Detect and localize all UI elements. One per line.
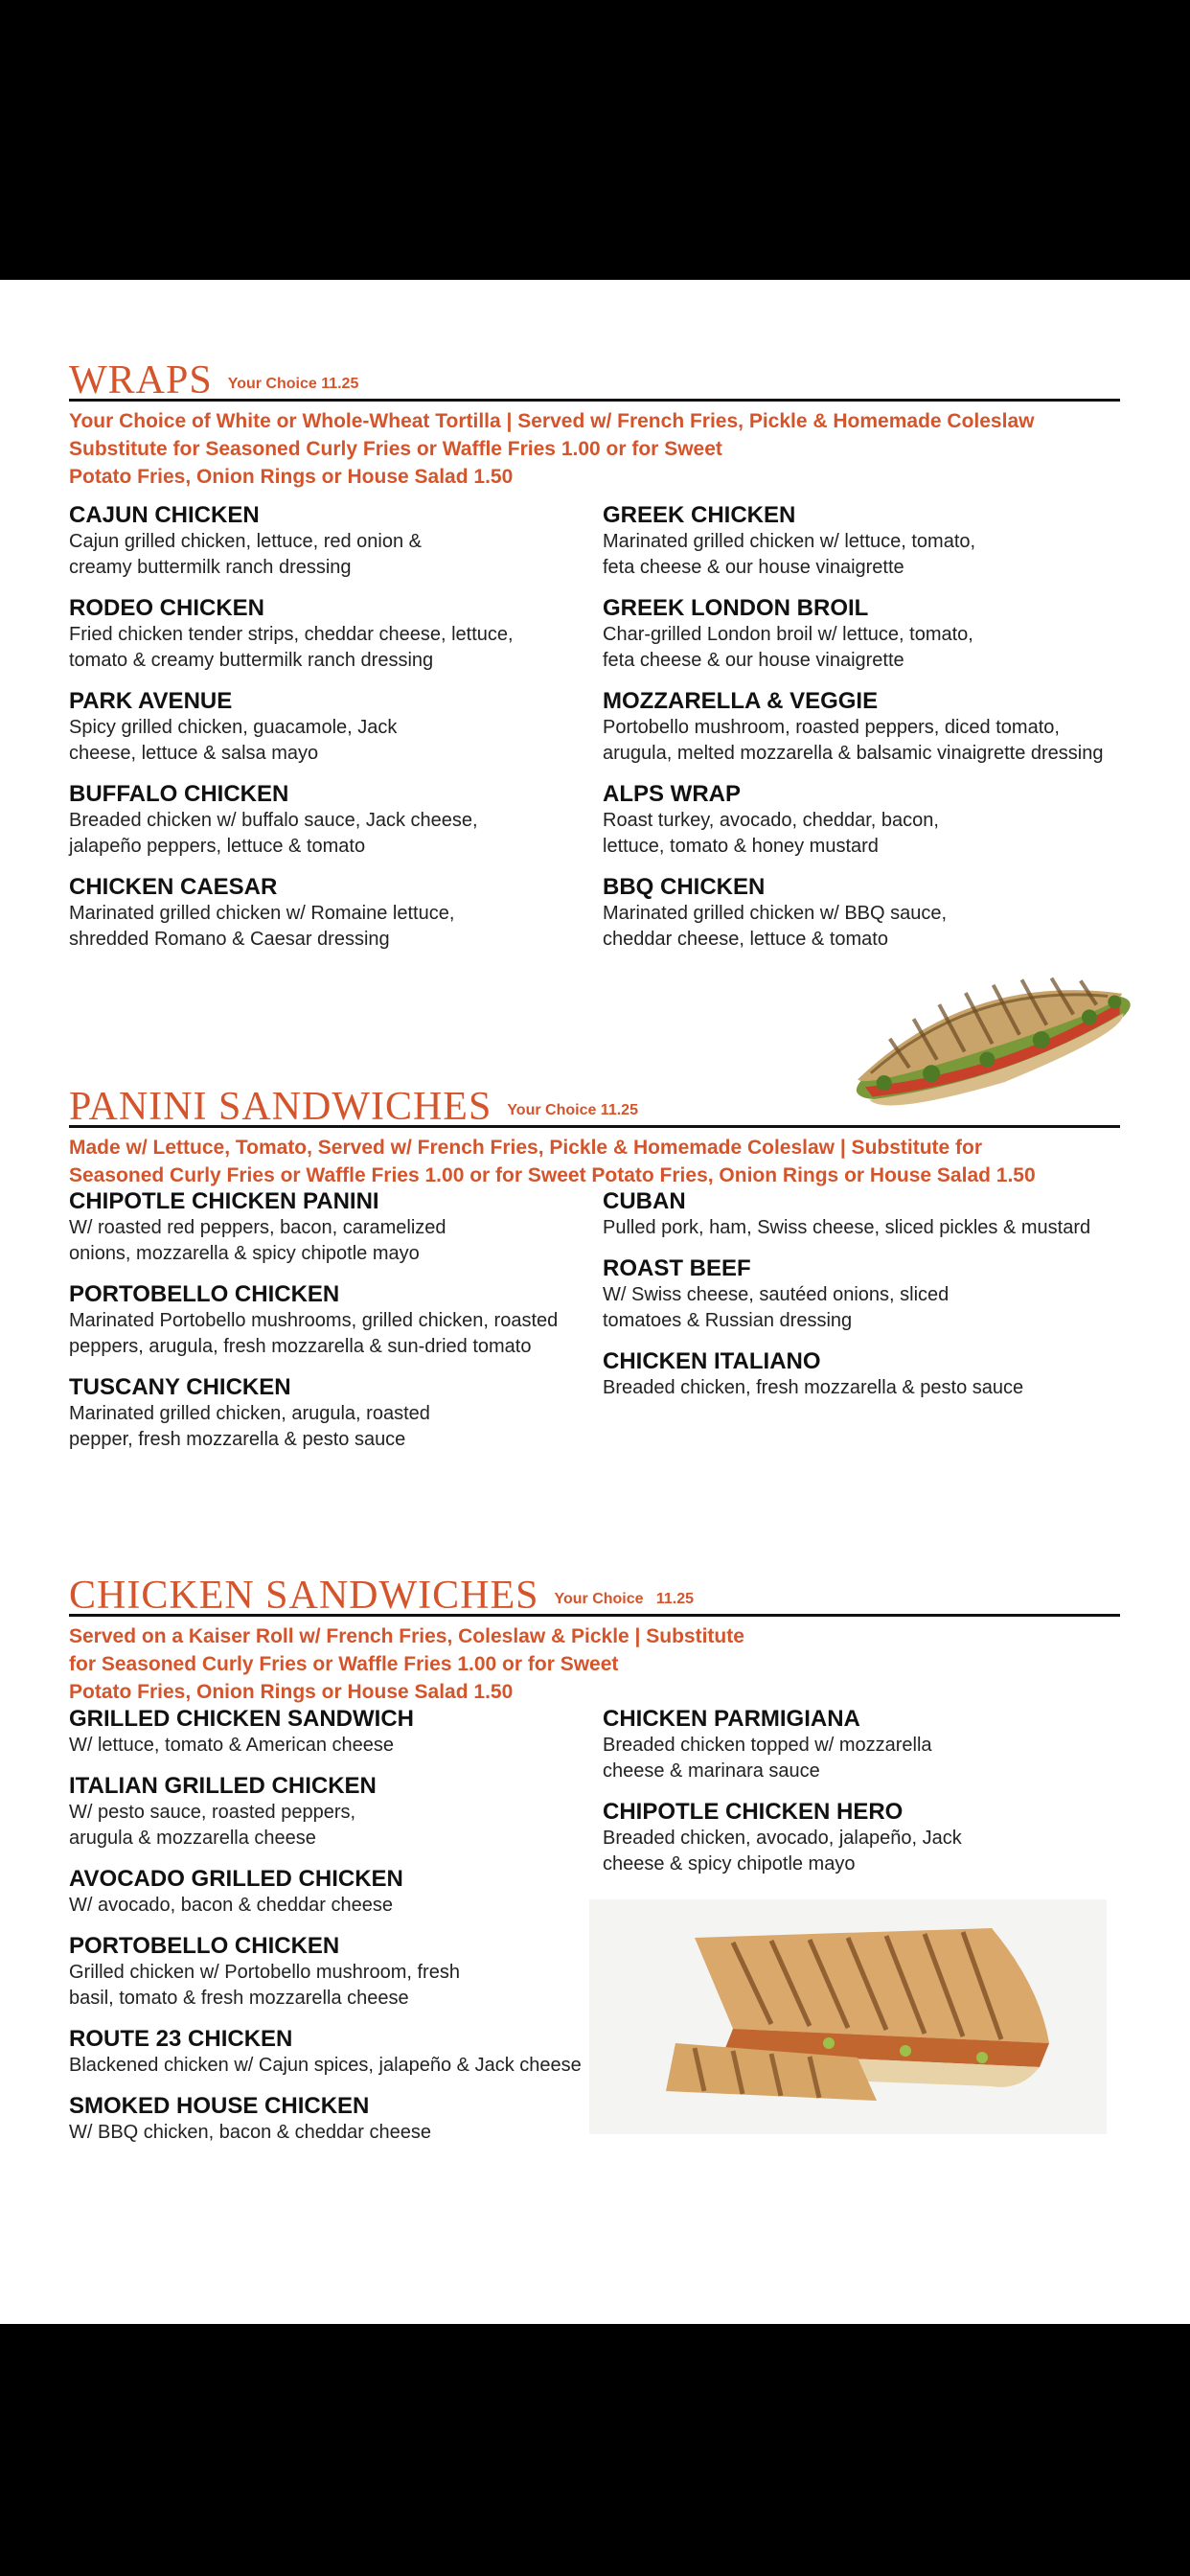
chicken-note-line: for Seasoned Curly Fries or Waffle Fries 1.00 or for Sweet: [69, 1653, 619, 1675]
wraps-note-line: Your Choice of White or Whole-Wheat Tortilla | Served w/ French Fries, Pickle & Homemade Coleslaw: [69, 410, 1035, 432]
panini-right-column: [603, 1188, 1158, 1415]
item-description: Blackened chicken w/ Cajun spices, jalapeño & Jack cheese: [69, 2055, 582, 2076]
grilled-chicken-sandwich-image: [589, 1899, 1107, 2134]
menu-item: [69, 1706, 606, 1759]
item-description: Portobello mushroom, roasted peppers, diced tomato, arugula, melted mozzarella & balsamic vinaigrette dressing: [603, 717, 1104, 764]
menu-item: [69, 1281, 586, 1360]
menu-item: [603, 1255, 1158, 1334]
item-description: W/ BBQ chicken, bacon & cheddar cheese: [69, 2122, 431, 2143]
wraps-title: WRAPS: [69, 358, 213, 402]
item-description: Roast turkey, avocado, cheddar, bacon, lettuce, tomato & honey mustard: [603, 810, 939, 857]
item-name: TUSCANY CHICKEN: [69, 1374, 291, 1400]
menu-item: [603, 595, 1158, 674]
item-name: ROUTE 23 CHICKEN: [69, 2026, 293, 2052]
item-name: GREEK CHICKEN: [603, 502, 796, 528]
menu-item: [69, 1188, 586, 1267]
panini-header: [69, 1075, 1120, 1128]
panini-note-line: Made w/ Lettuce, Tomato, Served w/ French Fries, Pickle & Homemade Coleslaw | Substitute for: [69, 1137, 983, 1159]
item-description: Marinated Portobello mushrooms, grilled chicken, roasted peppers, arugula, fresh mozzarella & sun-dried tomato: [69, 1310, 559, 1357]
menu-item: [603, 1799, 1139, 1877]
item-name: ITALIAN GRILLED CHICKEN: [69, 1773, 377, 1799]
item-name: CUBAN: [603, 1188, 686, 1214]
menu-item: [69, 502, 586, 581]
item-description: Breaded chicken, fresh mozzarella & pesto sauce: [603, 1377, 1024, 1398]
item-name: CHIPOTLE CHICKEN HERO: [603, 1799, 904, 1825]
menu-item: [69, 595, 586, 674]
item-name: GRILLED CHICKEN SANDWICH: [69, 1706, 414, 1732]
item-description: Marinated grilled chicken, arugula, roasted pepper, fresh mozzarella & pesto sauce: [69, 1403, 430, 1450]
wraps-left-column: [69, 502, 586, 967]
item-name: BBQ CHICKEN: [603, 874, 766, 900]
item-name: AVOCADO GRILLED CHICKEN: [69, 1866, 403, 1892]
item-name: CHICKEN ITALIANO: [603, 1348, 821, 1374]
menu-item: [69, 874, 586, 953]
item-description: Grilled chicken w/ Portobello mushroom, fresh basil, tomato & fresh mozzarella cheese: [69, 1962, 460, 2009]
menu-item: [603, 1348, 1158, 1401]
panini-note-line: Seasoned Curly Fries or Waffle Fries 1.00 or for Sweet Potato Fries, Onion Rings or House Salad 1.50: [69, 1164, 1036, 1186]
wraps-note-line: Potato Fries, Onion Rings or House Salad 1.50: [69, 466, 514, 488]
menu-item: [603, 688, 1158, 767]
item-description: Breaded chicken, avocado, jalapeño, Jack cheese & spicy chipotle mayo: [603, 1828, 962, 1874]
wraps-note-line: Substitute for Seasoned Curly Fries or Waffle Fries 1.00 or for Sweet: [69, 438, 722, 460]
menu-item: [69, 2093, 606, 2146]
menu-item: [69, 688, 586, 767]
panini-left-column: [69, 1188, 586, 1467]
item-description: Char-grilled London broil w/ lettuce, tomato, feta cheese & our house vinaigrette: [603, 624, 973, 671]
item-description: Pulled pork, ham, Swiss cheese, sliced pickles & mustard: [603, 1217, 1091, 1238]
menu-item: [69, 2026, 606, 2079]
item-description: Breaded chicken topped w/ mozzarella cheese & marinara sauce: [603, 1735, 932, 1782]
item-name: GREEK LONDON BROIL: [603, 595, 869, 621]
chicken-choice-price: Your Choice 11.25: [554, 1591, 695, 1607]
item-description: Fried chicken tender strips, cheddar cheese, lettuce, tomato & creamy buttermilk ranch dressing: [69, 624, 514, 671]
item-name: SMOKED HOUSE CHICKEN: [69, 2093, 370, 2119]
item-description: W/ lettuce, tomato & American cheese: [69, 1735, 395, 1756]
menu-item: [603, 781, 1158, 860]
chicken-note-line: Potato Fries, Onion Rings or House Salad 1.50: [69, 1681, 514, 1703]
wraps-header: [69, 349, 1120, 402]
chicken-section: [69, 1564, 1120, 1706]
chicken-note: [69, 1622, 1120, 1706]
item-name: CHICKEN PARMIGIANA: [603, 1706, 860, 1732]
panini-note: [69, 1134, 1120, 1189]
chicken-header: [69, 1564, 1120, 1617]
item-name: PORTOBELLO CHICKEN: [69, 1933, 340, 1959]
item-description: Breaded chicken w/ buffalo sauce, Jack cheese, jalapeño peppers, lettuce & tomato: [69, 810, 478, 857]
chicken-note-line: Served on a Kaiser Roll w/ French Fries, Coleslaw & Pickle | Substitute: [69, 1625, 744, 1647]
wraps-choice-price: Your Choice 11.25: [227, 376, 359, 392]
item-name: CHIPOTLE CHICKEN PANINI: [69, 1188, 379, 1214]
item-description: Marinated grilled chicken w/ BBQ sauce, cheddar cheese, lettuce & tomato: [603, 903, 948, 950]
item-description: Spicy grilled chicken, guacamole, Jack cheese, lettuce & salsa mayo: [69, 717, 398, 764]
item-name: CAJUN CHICKEN: [69, 502, 260, 528]
item-name: BUFFALO CHICKEN: [69, 781, 289, 807]
item-description: W/ pesto sauce, roasted peppers, arugula & mozzarella cheese: [69, 1802, 356, 1849]
chicken-left-column: [69, 1706, 606, 2160]
menu-item: [69, 781, 586, 860]
item-description: Cajun grilled chicken, lettuce, red onion & creamy buttermilk ranch dressing: [69, 531, 422, 578]
menu-item: [69, 1773, 606, 1852]
menu-item: [69, 1866, 606, 1919]
item-description: Marinated grilled chicken w/ Romaine lettuce, shredded Romano & Caesar dressing: [69, 903, 455, 950]
item-name: MOZZARELLA & VEGGIE: [603, 688, 879, 714]
menu-item: [603, 1188, 1158, 1241]
item-name: CHICKEN CAESAR: [69, 874, 278, 900]
item-description: W/ roasted red peppers, bacon, caramelized onions, mozzarella & spicy chipotle mayo: [69, 1217, 446, 1264]
item-name: PORTOBELLO CHICKEN: [69, 1281, 340, 1307]
panini-title: PANINI SANDWICHES: [69, 1085, 492, 1129]
item-name: ALPS WRAP: [603, 781, 741, 807]
menu-item: [69, 1933, 606, 2012]
chicken-right-column: [603, 1706, 1139, 1892]
item-name: RODEO CHICKEN: [69, 595, 265, 621]
wraps-note: [69, 407, 1120, 491]
menu-page: [0, 280, 1190, 2324]
menu-item: [69, 1374, 586, 1453]
menu-item: [603, 1706, 1139, 1784]
item-description: Marinated grilled chicken w/ lettuce, tomato, feta cheese & our house vinaigrette: [603, 531, 976, 578]
wraps-section: [69, 349, 1120, 491]
item-name: PARK AVENUE: [69, 688, 233, 714]
item-description: W/ Swiss cheese, sautéed onions, sliced tomatoes & Russian dressing: [603, 1284, 950, 1331]
menu-item: [603, 502, 1158, 581]
item-name: ROAST BEEF: [603, 1255, 751, 1281]
panini-section: [69, 1075, 1120, 1189]
panini-choice-price: Your Choice 11.25: [507, 1102, 638, 1118]
grilled-sandwich-graphic: [589, 1899, 1107, 2134]
item-description: W/ avocado, bacon & cheddar cheese: [69, 1895, 393, 1916]
chicken-title: CHICKEN SANDWICHES: [69, 1574, 539, 1618]
wraps-right-column: [603, 502, 1158, 967]
